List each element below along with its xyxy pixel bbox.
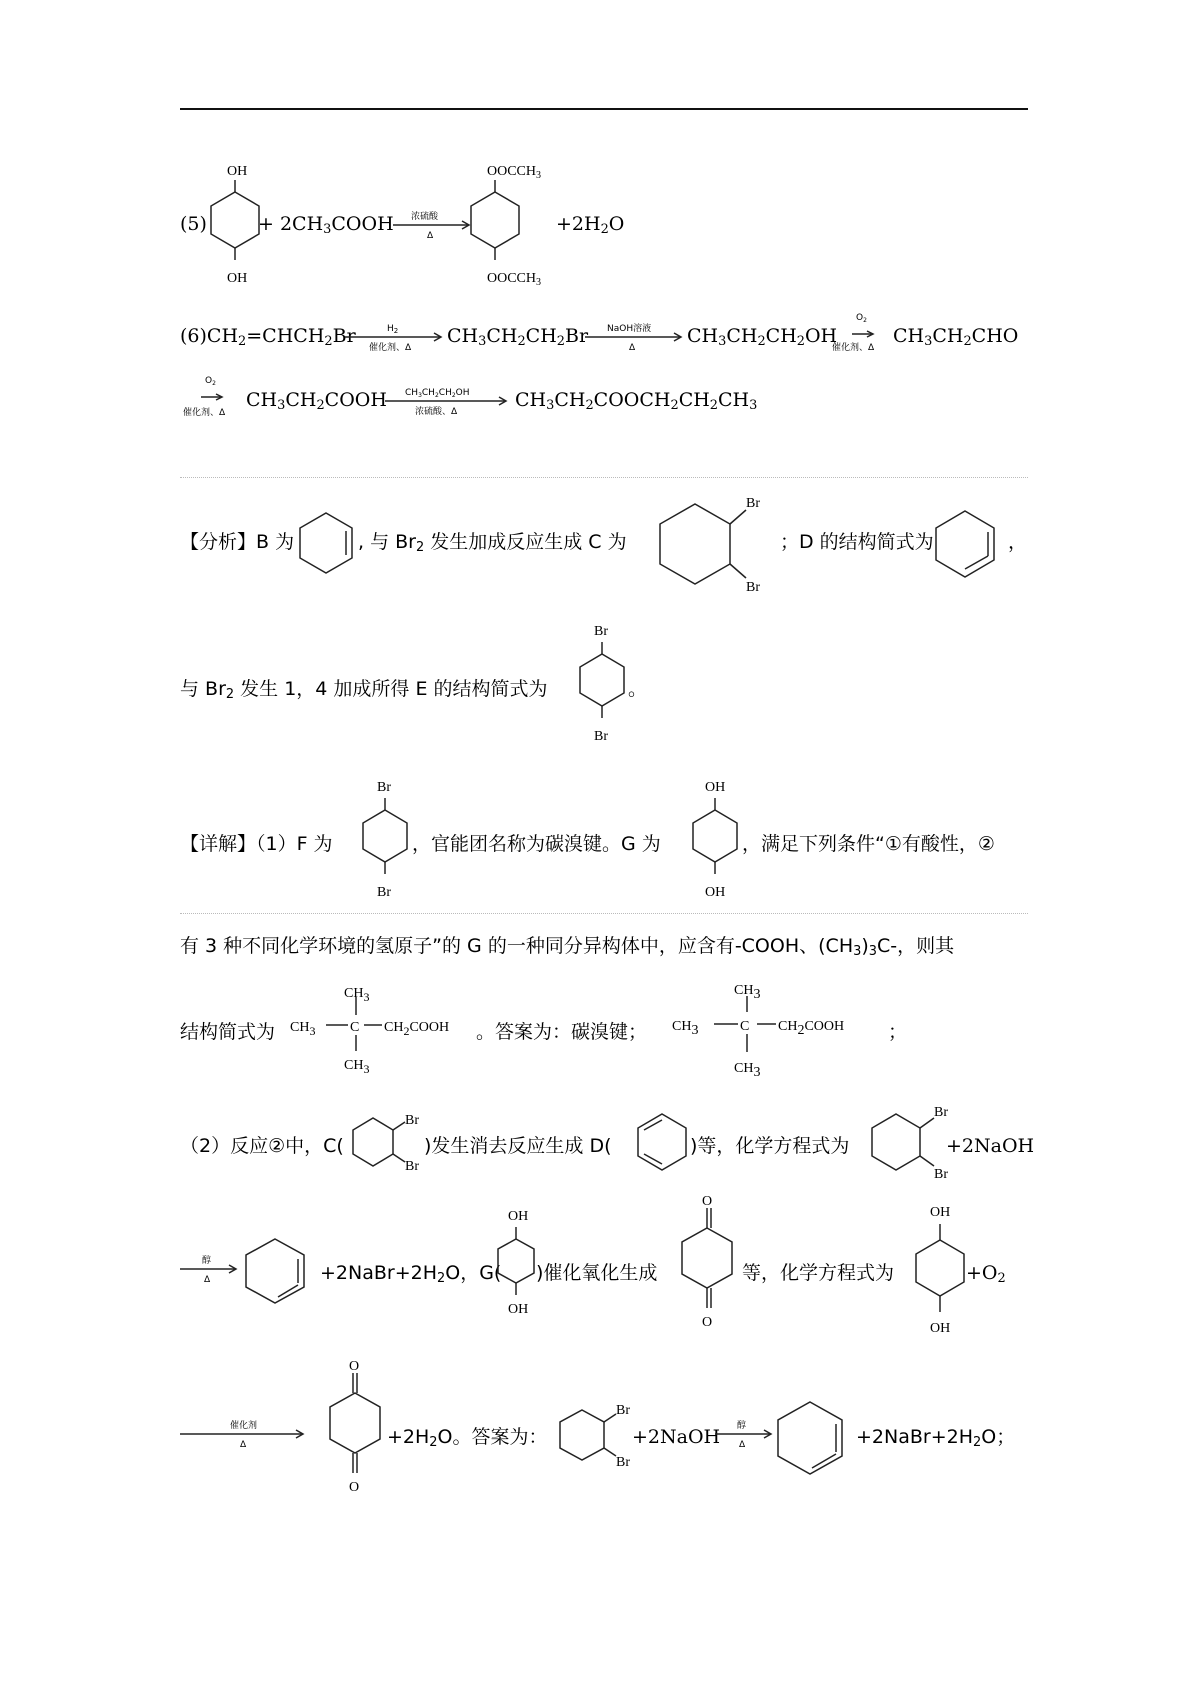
section-divider	[180, 913, 1028, 914]
detail-d2: ，官能团名称为碳溴键。G 为	[412, 833, 661, 855]
svg-text:CH2COOH: CH2COOH	[384, 1020, 450, 1038]
analysis-a6: 。	[628, 678, 648, 700]
svg-text:CH3: CH3	[344, 1058, 370, 1076]
detail-d14: 等，化学方程式为	[742, 1262, 895, 1284]
eq-arrow-catalyst	[180, 1420, 310, 1450]
cyclohexadiene-structure	[930, 508, 1000, 580]
svg-text:CH2COOH: CH2COOH	[778, 1019, 845, 1038]
svg-text:Br: Br	[377, 885, 391, 900]
svg-text:催化剂: 催化剂	[230, 1421, 258, 1431]
svg-text:Δ: Δ	[629, 343, 636, 353]
quinone-structure	[672, 1190, 742, 1340]
detail-d13: )催化氧化生成	[536, 1262, 658, 1284]
svg-text:Br: Br	[616, 1455, 630, 1470]
svg-text:Δ: Δ	[427, 231, 434, 241]
svg-text:O2: $O_2$	[205, 376, 216, 387]
eq5-water: $+2H_2O$	[556, 213, 625, 238]
svg-text:Br: Br	[616, 1403, 630, 1418]
dibromocyclohexene-e-structure	[572, 620, 632, 750]
svg-text:Br: Br	[594, 729, 608, 744]
svg-text:Δ: Δ	[204, 1275, 211, 1285]
detail-d18: $+2NaBr+2H_2O$；	[856, 1426, 1016, 1451]
eq6-p5: $CH_3CH_2COOCH_2CH_2CH_3$	[515, 389, 758, 414]
detail-d10: )等，化学方程式为	[690, 1135, 850, 1157]
svg-text:O2: $O_2$	[856, 313, 867, 324]
svg-text:CH3: CH3	[734, 983, 761, 1002]
isomer-structure-2	[672, 978, 912, 1078]
d-diene-answer	[772, 1398, 848, 1478]
analysis-a3: ；D 的结构简式为	[780, 531, 934, 553]
svg-text:Br: Br	[934, 1167, 948, 1182]
eq-arrow-alcohol	[180, 1255, 240, 1285]
svg-text:O: O	[349, 1480, 360, 1495]
eq6-arrow-4	[183, 375, 243, 417]
svg-text:NaOH溶液: NaOH溶液	[607, 324, 652, 334]
eq6-arrow-2	[585, 322, 685, 352]
svg-text:浓硫酸: 浓硫酸	[411, 212, 439, 222]
eq6-p3: $CH_3CH_2CHO$	[893, 325, 1019, 350]
detail-d8: （2）反应②中，C(	[180, 1135, 344, 1157]
detail-d17: +2NaOH	[632, 1426, 721, 1448]
d-diene-small	[630, 1108, 694, 1178]
detail-d3: ，满足下列条件“①有酸性，②	[742, 833, 995, 855]
eq5-arrow	[393, 210, 473, 240]
svg-text:CH3: CH3	[344, 986, 370, 1004]
svg-text:Br: Br	[746, 496, 760, 511]
svg-text:Br: Br	[377, 780, 391, 795]
eq6-p1: $CH_3CH_2CH_2Br$	[447, 325, 589, 350]
eq6-arrow-1	[345, 322, 445, 352]
analysis-a4: ，	[1008, 531, 1028, 553]
g-structure-small	[492, 1205, 542, 1335]
svg-text:OH: OH	[508, 1209, 529, 1224]
quinone-product	[320, 1355, 390, 1505]
hydroquinone-diol-structure	[205, 160, 265, 290]
svg-text:Br: Br	[594, 624, 608, 639]
svg-text:C: C	[350, 1020, 360, 1035]
detail-d16: $+2H_2O$。答案为：	[387, 1426, 548, 1451]
diacetate-structure	[465, 160, 565, 290]
c-dibromo-small	[345, 1110, 425, 1180]
eq6-arrow-3	[832, 312, 892, 352]
svg-text:CH3: CH3	[290, 1020, 316, 1038]
svg-text:O: O	[349, 1359, 360, 1374]
svg-text:OH: OH	[930, 1205, 951, 1220]
svg-text:醇: 醇	[737, 1421, 747, 1431]
section-divider	[180, 477, 1028, 478]
detail-d5: 结构简式为	[180, 1021, 276, 1043]
detail-d9: )发生消去反应生成 D(	[424, 1135, 612, 1157]
cyclohexene-structure	[296, 510, 356, 576]
svg-text:Br: Br	[405, 1159, 419, 1174]
svg-text:C: C	[740, 1019, 750, 1034]
c-dibromo-eq1	[862, 1100, 952, 1190]
detail-d6: 。答案为：碳溴键；	[476, 1021, 648, 1043]
svg-text:醇: 醇	[202, 1256, 212, 1266]
c-dibromo-answer	[550, 1400, 640, 1480]
svg-text:浓硫酸、Δ: 浓硫酸、Δ	[415, 407, 458, 417]
oh-label: OH	[227, 164, 248, 179]
svg-text:催化剂、Δ: 催化剂、Δ	[832, 343, 875, 353]
analysis-a2: , 与 $Br_2$ 发生加成反应生成 C 为	[358, 531, 627, 556]
g-structure	[685, 776, 745, 906]
svg-text:催化剂、Δ: 催化剂、Δ	[183, 408, 226, 418]
detail-d4: 有 3 种不同化学环境的氢原子”的 G 的一种同分异构体中，应含有-COOH、$(CH_3)_3C-$，则其	[180, 935, 955, 960]
eq6-p2: $CH_3CH_2CH_2OH$	[687, 325, 838, 350]
svg-text:OH: OH	[930, 1321, 951, 1336]
eq6-p4: $CH_3CH_2COOH$	[246, 389, 387, 414]
d-diene-eq	[240, 1235, 310, 1307]
svg-text:OH: OH	[508, 1302, 529, 1317]
analysis-a1: 【分析】B 为	[180, 531, 295, 553]
dibromocyclohexane-structure	[650, 492, 770, 595]
detail-d12: $+2NaBr+2H_2O$，G(	[320, 1262, 502, 1287]
svg-text:催化剂、Δ: 催化剂、Δ	[369, 343, 412, 353]
detail-d15: $+O_2$	[966, 1262, 1006, 1287]
svg-text:OH: OH	[705, 780, 726, 795]
svg-text:OOCCH3: $OOCCH_3$	[487, 164, 542, 181]
svg-text:Br: Br	[934, 1105, 948, 1120]
eq6-start: $(6)CH_2=CHCH_2Br$	[180, 325, 356, 350]
svg-text:OOCCH3: $OOCCH_3$	[487, 271, 542, 288]
svg-text:Δ: Δ	[739, 1440, 746, 1450]
analysis-a5: 与 $Br_2$ 发生 1，4 加成所得 E 的结构简式为	[180, 678, 548, 703]
eq-arrow-alcohol-2	[715, 1420, 775, 1450]
detail-d11: +2NaOH	[946, 1135, 1035, 1157]
f-structure	[355, 776, 415, 906]
svg-text:Δ: Δ	[240, 1440, 247, 1450]
oh-label: OH	[227, 271, 248, 286]
svg-text:Br: Br	[746, 580, 760, 595]
isomer-structure-1	[290, 985, 490, 1075]
eq6-arrow-5	[385, 386, 510, 416]
header-rule	[180, 108, 1028, 110]
svg-text:CH3CH2CH2OH: $CH_3CH_2CH_2OH$	[405, 388, 470, 399]
svg-text:CH3: CH3	[734, 1061, 761, 1080]
eq5-number: (5)	[180, 213, 207, 235]
detail-d1: 【详解】（1）F 为	[180, 833, 333, 855]
svg-text:OH: OH	[705, 885, 726, 900]
svg-text:Br: Br	[405, 1113, 419, 1128]
eq5-acid: + $2CH_3COOH$	[258, 213, 394, 238]
svg-text:O: O	[702, 1194, 713, 1209]
svg-text:CH3: CH3	[672, 1019, 699, 1038]
detail-d7: ；	[888, 1021, 908, 1043]
svg-text:H2: $H_2$	[387, 324, 399, 335]
svg-text:O: O	[702, 1315, 713, 1330]
